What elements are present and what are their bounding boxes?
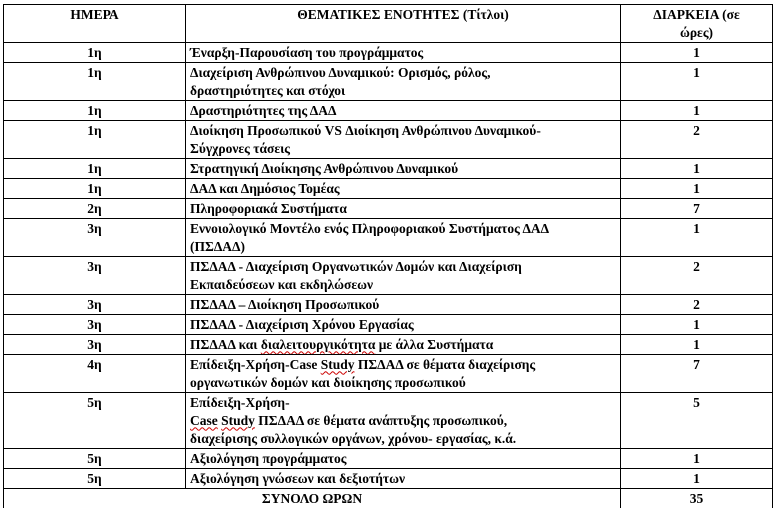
misspelled-word: Case — [190, 412, 218, 428]
hours-cell: 1 — [621, 63, 773, 101]
day-cell: 3η — [4, 315, 186, 335]
hours-cell: 5 — [621, 393, 773, 449]
table-row — [4, 315, 773, 335]
table-row — [4, 295, 773, 315]
hours-cell: 1 — [621, 469, 773, 489]
topic-text: Επίδειξη-Χρήση- — [190, 394, 290, 410]
topic-cell — [186, 43, 621, 63]
hours-cell: 2 — [621, 295, 773, 315]
table-row — [4, 449, 773, 469]
day-cell: 1η — [4, 101, 186, 121]
table-row — [4, 121, 773, 159]
topic-text: Αξιολόγηση γνώσεων και δεξιοτήτων — [190, 470, 405, 486]
topic-text: ΠΣΔΑΔ σε θέματα διαχείρισης — [354, 356, 536, 372]
topic-cell — [186, 469, 621, 489]
day-cell: 2η — [4, 199, 186, 219]
topic-cell — [186, 63, 621, 101]
topic-cell — [186, 199, 621, 219]
topic-text: διαχείρισης συλλογικών οργάνων, χρόνου- εργασίας, κ.ά. — [190, 430, 517, 446]
hours-cell: 1 — [621, 159, 773, 179]
topic-cell — [186, 315, 621, 335]
topic-text: με άλλα Συστήματα — [375, 336, 494, 352]
topic-text: Δραστηριότητες της ΔΑΔ — [190, 102, 337, 118]
topic-cell — [186, 219, 621, 257]
day-cell: 1η — [4, 43, 186, 63]
hours-cell: 1 — [621, 219, 773, 257]
topic-text: Σύγχρονες τάσεις — [190, 140, 290, 156]
day-cell: 3η — [4, 219, 186, 257]
topic-text: Διαχείριση Ανθρώπινου Δυναμικού: Ορισμός, ρόλος, — [190, 64, 491, 80]
table-row — [4, 257, 773, 295]
header-topic: ΘΕΜΑΤΙΚΕΣ ΕΝΟΤΗΤΕΣ (Τίτλοι) — [186, 5, 621, 43]
hours-cell: 2 — [621, 257, 773, 295]
day-cell: 5η — [4, 393, 186, 449]
topic-cell — [186, 159, 621, 179]
topic-text: ΠΣΔΑΔ - Διαχείριση Χρόνου Εργασίας — [190, 316, 414, 332]
header-day: ΗΜΕΡΑ — [4, 5, 186, 43]
topic-text: Πληροφοριακά Συστήματα — [190, 200, 347, 216]
topic-cell — [186, 101, 621, 121]
topic-text: δραστηριότητες και στόχοι — [190, 82, 346, 98]
header-duration — [621, 5, 773, 43]
table-row — [4, 101, 773, 121]
day-cell: 1η — [4, 179, 186, 199]
topic-text: ΠΣΔΑΔ - Διαχείριση Οργανωτικών Δομών και Διαχείριση — [190, 258, 522, 274]
course-schedule-table — [3, 4, 773, 508]
hours-cell: 1 — [621, 43, 773, 63]
hours-cell: 7 — [621, 199, 773, 219]
hours-cell: 2 — [621, 121, 773, 159]
topic-text: ΠΣΔΑΔ – Διοίκηση Προσωπικού — [190, 296, 380, 312]
topic-text: Εννοιολογικό Μοντέλο ενός Πληροφοριακού Συστήματος ΔΑΔ — [190, 220, 550, 236]
hours-cell: 1 — [621, 449, 773, 469]
table-row — [4, 199, 773, 219]
table-row — [4, 159, 773, 179]
day-cell: 3η — [4, 295, 186, 315]
topic-text: Έναρξη-Παρουσίαση του προγράμματος — [190, 44, 424, 60]
header-duration-line2: ώρες) — [679, 24, 714, 40]
topic-cell — [186, 449, 621, 469]
day-cell: 5η — [4, 469, 186, 489]
table-row — [4, 219, 773, 257]
table-row — [4, 43, 773, 63]
topic-text: ΠΣΔΑΔ και — [190, 336, 261, 352]
table-row — [4, 355, 773, 393]
topic-text: (ΠΣΔΑΔ) — [190, 238, 245, 254]
topic-cell — [186, 393, 621, 449]
hours-cell: 1 — [621, 101, 773, 121]
topic-text: Επίδειξη-Χρήση-Case — [190, 356, 321, 372]
topic-text: Εκπαιδεύσεων και εκδηλώσεων — [190, 276, 374, 292]
total-hours: 35 — [621, 489, 773, 508]
day-cell: 3η — [4, 335, 186, 355]
day-cell: 4η — [4, 355, 186, 393]
table-row — [4, 179, 773, 199]
total-label: ΣΥΝΟΛΟ ΩΡΩΝ — [4, 489, 621, 508]
topic-text: ΠΣΔΑΔ σε θέματα ανάπτυξης προσωπικού, — [254, 412, 508, 428]
header-duration-line1: ΔΙΑΡΚΕΙΑ (σε — [653, 6, 740, 22]
misspelled-word: διαλειτουργικότητα — [260, 336, 376, 352]
day-cell: 5η — [4, 449, 186, 469]
day-cell: 3η — [4, 257, 186, 295]
hours-cell: 1 — [621, 179, 773, 199]
hours-cell: 7 — [621, 355, 773, 393]
topic-text: Αξιολόγηση προγράμματος — [190, 450, 347, 466]
header-row — [4, 5, 773, 43]
topic-cell — [186, 295, 621, 315]
table-row — [4, 393, 773, 449]
topic-cell — [186, 257, 621, 295]
topic-text: οργανωτικών δομών και διοίκησης προσωπικού — [190, 374, 466, 390]
day-cell: 1η — [4, 159, 186, 179]
topic-text: ΔΑΔ και Δημόσιος Τομέας — [190, 180, 340, 196]
schedule-body — [4, 43, 773, 489]
topic-cell — [186, 179, 621, 199]
table-row — [4, 63, 773, 101]
topic-text: Διοίκηση Προσωπικού VS Διοίκηση Ανθρώπινου Δυναμικού- — [190, 122, 541, 138]
topic-cell — [186, 355, 621, 393]
day-cell: 1η — [4, 121, 186, 159]
table-row — [4, 335, 773, 355]
topic-cell — [186, 335, 621, 355]
hours-cell: 1 — [621, 335, 773, 355]
misspelled-word: Study — [221, 412, 255, 428]
total-row — [4, 489, 773, 508]
table-header — [4, 5, 773, 43]
misspelled-word: Study — [320, 356, 355, 372]
table-footer — [4, 489, 773, 508]
topic-cell — [186, 121, 621, 159]
day-cell: 1η — [4, 63, 186, 101]
table-row — [4, 469, 773, 489]
topic-text: Στρατηγική Διοίκησης Ανθρώπινου Δυναμικού — [190, 160, 459, 176]
hours-cell: 1 — [621, 315, 773, 335]
